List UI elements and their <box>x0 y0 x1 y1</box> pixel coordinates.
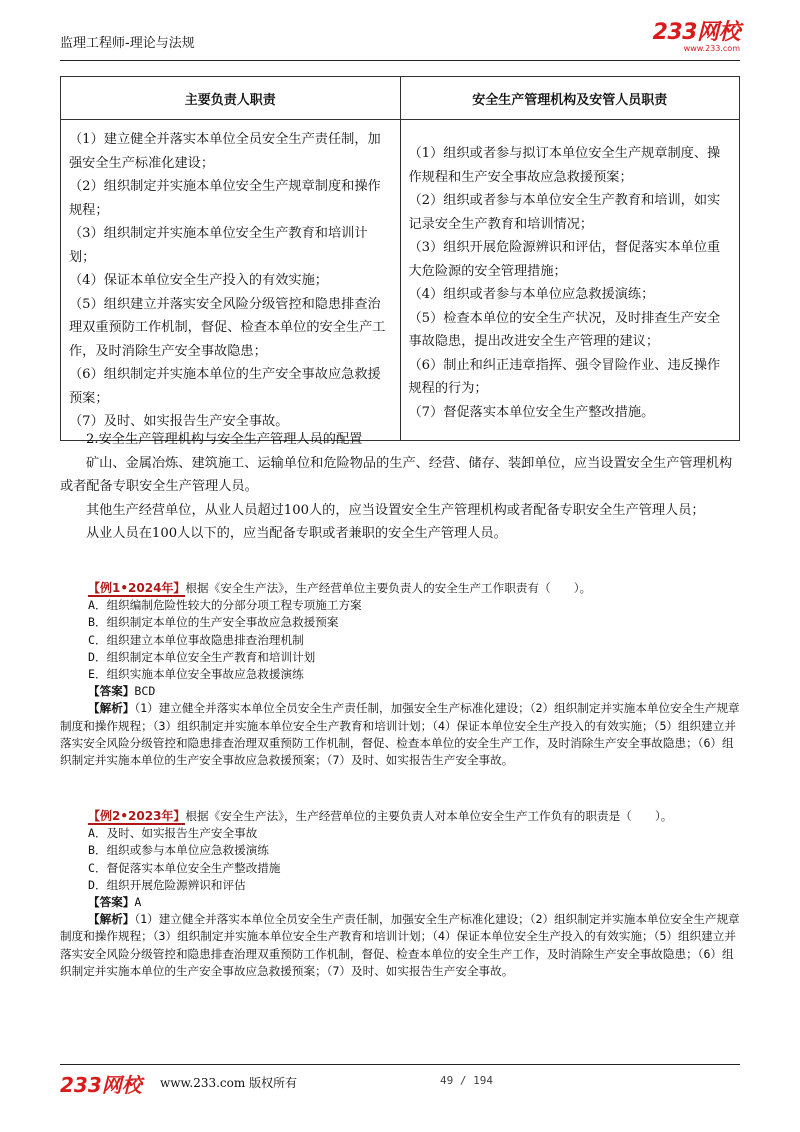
footer-logo: 233网校 <box>60 1073 142 1097</box>
list-item: （3）组织制定并实施本单位安全生产教育和培训计划； <box>69 226 368 265</box>
option: C．组织建立本单位事故隐患排查治理机制 <box>88 632 304 647</box>
analysis-label: 【解析】 <box>88 912 135 927</box>
list-item: （3）组织开展危险源辨识和评估，督促落实本单位重大危险源的安全管理措施； <box>408 240 721 279</box>
list-item: （7）督促落实本单位安全生产整改措施。 <box>408 404 655 420</box>
answer <box>60 894 740 911</box>
duties-table <box>60 76 740 441</box>
option: C．督促落实本单位安全生产整改措施 <box>88 860 281 875</box>
paragraph: 从业人员在100人以下的，应当配备专职或者兼职的安全生产管理人员。 <box>86 526 507 541</box>
list-item: （6）组织制定并实施本单位的生产安全事故应急救援预案； <box>69 367 381 406</box>
question-text: 根据《安全生产法》，生产经营单位主要负责人的安全生产工作职责有（ ）。 <box>185 581 592 595</box>
list-item: （7）及时、如实报告生产安全事故。 <box>69 414 289 429</box>
option: E．组织实施本单位安全事故应急救援演练 <box>88 667 304 682</box>
analysis-text: （1）建立健全并落实本单位全员安全生产责任制，加强安全生产标准化建设；（2）组织制定并实施本单位安全生产规章制度和操作规程；（3）组织制定并实施本单位安全生产教育和培训计划；（4）保证本单位安全生产投入的有效实施；（5）组织建立并落实安全风险分级管控和隐患排查治理双重预防工作机制，督促、检查本单位的安全生产工作，及时消除生产安全事故隐患；（6）组织制定并实施本单位的生产安全事故应急救援预案；（7）及时、如实报告生产安全事故。 <box>60 912 740 978</box>
list-item: （1）组织或者参与拟订本单位安全生产规章制度、操作规程和生产安全事故应急救援预案； <box>408 146 721 185</box>
option: D．组织开展危险源辨识和评估 <box>88 877 246 892</box>
list-item: （4）组织或者参与本单位应急救援演练； <box>408 287 655 302</box>
column-header-principal: 主要负责人职责 <box>61 77 401 120</box>
section-heading: 2.安全生产管理机构与安全生产管理人员的配置 <box>86 432 363 447</box>
table-row <box>61 120 740 441</box>
example-1 <box>60 580 740 769</box>
analysis <box>60 911 740 980</box>
option: B．组织或参与本单位应急救援演练 <box>88 843 269 858</box>
example-2 <box>60 808 740 980</box>
question-text: 根据《安全生产法》，生产经营单位的主要负责人对本单位安全生产工作负有的职责是（ ）。 <box>185 809 673 823</box>
question <box>60 808 740 825</box>
option: B．组织制定本单位的生产安全事故应急救援预案 <box>88 615 339 630</box>
analysis <box>60 700 740 769</box>
paragraph: 矿山、金属冶炼、建筑施工、运输单位和危险物品的生产、经营、储存、装卸单位，应当设置安全生产管理机构或者配备专职安全生产管理人员。 <box>60 455 733 494</box>
list-item: （5）组织建立并落实安全风险分级管控和隐患排查治理双重预防工作机制，督促、检查本单位的安全生产工作，及时消除生产安全事故隐患； <box>69 296 386 359</box>
list-item: （5）检查本单位的安全生产状况，及时排查生产安全事故隐患，提出改进安全生产管理的建议； <box>408 310 721 349</box>
option: D．组织制定本单位安全生产教育和培训计划 <box>88 649 316 664</box>
answer-label: 【答案】 <box>88 684 135 699</box>
section-body <box>60 428 740 546</box>
list-item: （6）制止和纠正违章指挥、强令冒险作业、违反操作规程的行为； <box>408 357 721 396</box>
answer-value: BCD <box>134 684 156 699</box>
answer-label: 【答案】 <box>88 895 135 910</box>
logo-text: 233网校 <box>652 20 740 45</box>
page-header <box>60 20 740 61</box>
example-tag: 【例1•2024年】 <box>88 581 186 595</box>
page-number: 49 / 194 <box>440 1074 493 1087</box>
principal-duties-cell <box>61 120 401 441</box>
document-title: 监理工程师-理论与法规 <box>60 36 195 51</box>
list-item: （2）组织制定并实施本单位安全生产规章制度和操作规程； <box>69 179 381 218</box>
option: A．组织编制危险性较大的分部分项工程专项施工方案 <box>88 598 362 613</box>
answer-value: A <box>134 895 142 910</box>
list-item: （1）建立健全并落实本单位全员安全生产责任制，加强安全生产标准化建设； <box>69 132 381 171</box>
question <box>60 580 740 597</box>
analysis-text: （1）建立健全并落实本单位全员安全生产责任制，加强安全生产标准化建设；（2）组织制定并实施本单位安全生产规章制度和操作规程；（3）组织制定并实施本单位安全生产教育和培训计划；（4）保证本单位安全生产投入的有效实施；（5）组织建立并落实安全风险分级管控和隐患排查治理双重预防工作机制，督促、检查本单位的安全生产工作，及时消除生产安全事故隐患；（6）组织制定并实施本单位的生产安全事故应急救援预案；（7）及时、如实报告生产安全事故。 <box>60 701 740 768</box>
answer <box>60 683 740 700</box>
table-header-row <box>61 77 740 120</box>
footer-copyright: www.233.com 版权所有 <box>160 1076 298 1090</box>
brand-logo <box>653 22 740 53</box>
safety-staff-duties-cell <box>400 120 740 441</box>
column-header-safety-staff: 安全生产管理机构及安管人员职责 <box>400 77 740 120</box>
list-item: （4）保证本单位安全生产投入的有效实施； <box>69 273 328 288</box>
example-tag: 【例2•2023年】 <box>88 809 186 823</box>
paragraph: 其他生产经营单位，从业人员超过100人的，应当设置安全生产管理机构或者配备专职安全生产管理人员； <box>86 502 705 518</box>
list-item: （2）组织或者参与本单位安全生产教育和培训，如实记录安全生产教育和培训情况； <box>408 193 721 232</box>
page-footer <box>60 1064 740 1095</box>
logo-url: www.233.com <box>683 44 740 53</box>
option: A．及时、如实报告生产安全事故 <box>88 826 258 841</box>
analysis-label: 【解析】 <box>88 701 135 716</box>
